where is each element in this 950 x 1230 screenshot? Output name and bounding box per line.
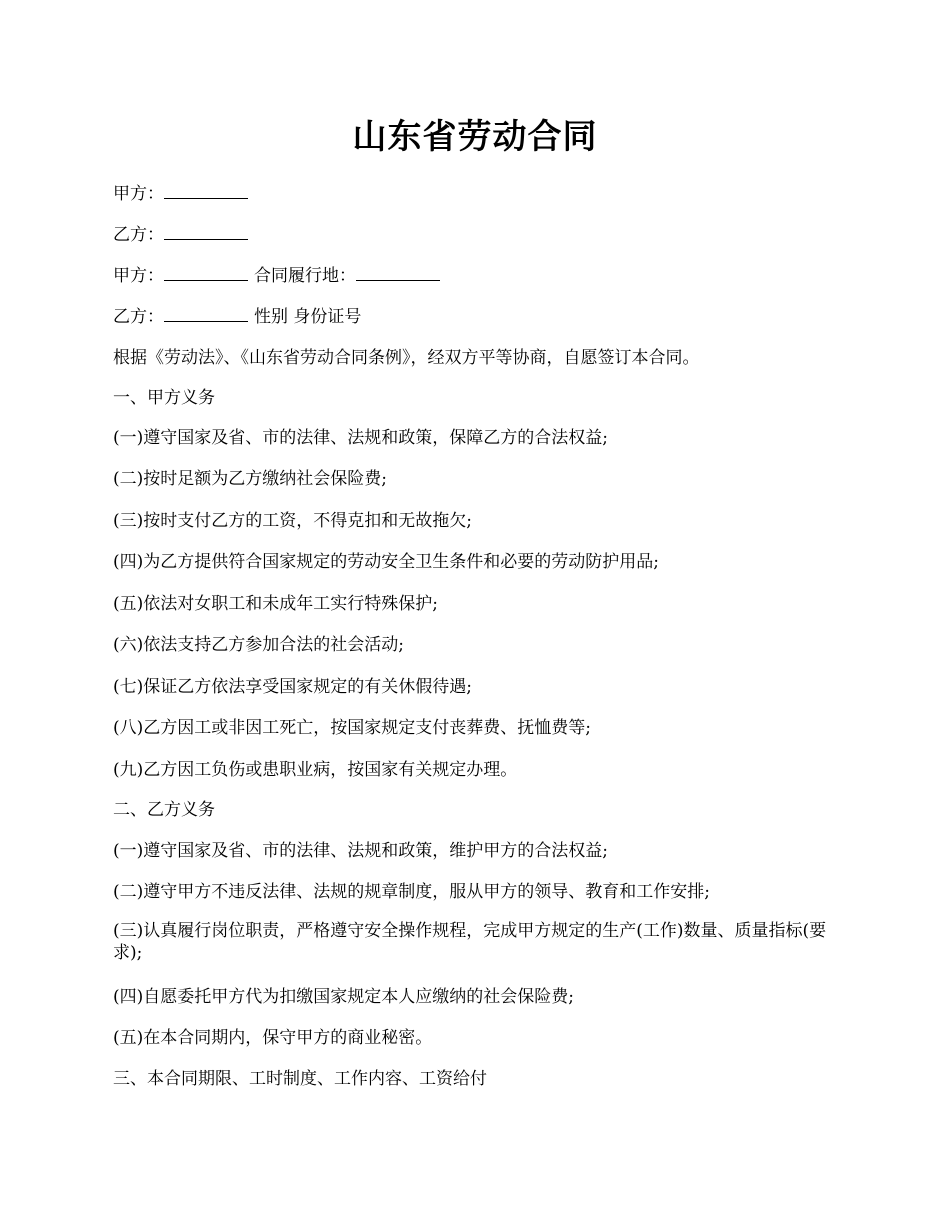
party-a-label: 甲方：	[113, 184, 164, 204]
section-1-heading: 一、甲方义务	[113, 388, 215, 408]
gender-id-label: 性别 身份证号	[254, 307, 362, 327]
party-a-blank	[164, 265, 248, 281]
section-2-item: (二)遵守甲方不违反法律、法规的规章制度，服从甲方的领导、教育和工作安排;	[113, 882, 710, 902]
section-1-item: (三)按时支付乙方的工资，不得克扣和无故拖欠;	[113, 511, 472, 531]
party-a-line-1	[113, 183, 843, 205]
section-2-item: (一)遵守国家及省、市的法律、法规和政策，维护甲方的合法权益;	[113, 841, 608, 861]
section-3-heading: 三、本合同期限、工时制度、工作内容、工资给付	[113, 1069, 487, 1089]
section-1-item: (六)依法支持乙方参加合法的社会活动;	[113, 635, 404, 655]
party-b-blank	[164, 306, 248, 322]
party-a-blank	[164, 183, 248, 199]
party-a-label: 甲方：	[113, 266, 164, 286]
document-title: 山东省劳动合同	[352, 117, 598, 157]
party-b-blank	[164, 224, 248, 240]
contract-place-label: 合同履行地：	[254, 266, 356, 286]
section-1-item: (二)按时足额为乙方缴纳社会保险费;	[113, 469, 387, 489]
section-1-item: (一)遵守国家及省、市的法律、法规和政策，保障乙方的合法权益;	[113, 428, 608, 448]
section-1-item: (九)乙方因工负伤或患职业病，按国家有关规定办理。	[113, 760, 518, 780]
party-b-line-2	[113, 306, 843, 328]
party-b-label: 乙方：	[113, 225, 164, 245]
party-b-line-1	[113, 224, 843, 246]
section-1-item: (八)乙方因工或非因工死亡，按国家规定支付丧葬费、抚恤费等;	[113, 718, 591, 738]
section-2-heading: 二、乙方义务	[113, 800, 215, 820]
section-1-item: (四)为乙方提供符合国家规定的劳动安全卫生条件和必要的劳动防护用品;	[113, 552, 659, 572]
party-a-line-2	[113, 265, 843, 287]
section-2-item: (五)在本合同期内，保守甲方的商业秘密。	[113, 1028, 433, 1048]
section-2-item: (三)认真履行岗位职责，严格遵守安全操作规程，完成甲方规定的生产(工作)数量、质量指标(要求);	[113, 921, 827, 963]
section-1-item: (五)依法对女职工和未成年工实行特殊保护;	[113, 594, 438, 614]
party-b-label: 乙方：	[113, 307, 164, 327]
section-2-item: (四)自愿委托甲方代为扣缴国家规定本人应缴纳的社会保险费;	[113, 987, 574, 1007]
section-1-item: (七)保证乙方依法享受国家规定的有关休假待遇;	[113, 677, 472, 697]
contract-place-blank	[356, 265, 440, 281]
preamble: 根据《劳动法》、《山东省劳动合同条例》，经双方平等协商，自愿签订本合同。	[113, 348, 700, 368]
